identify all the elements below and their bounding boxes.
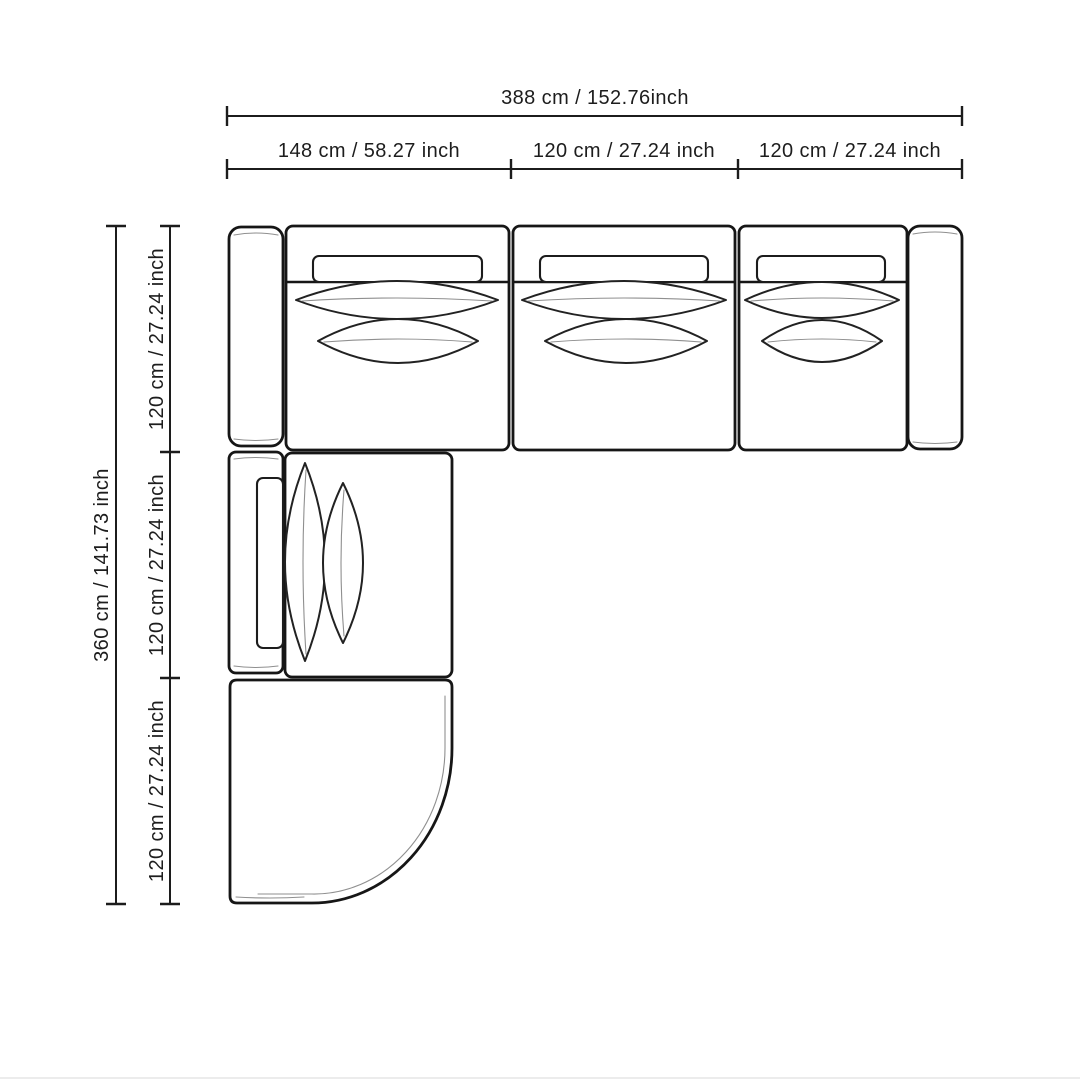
left-armrest xyxy=(229,227,283,446)
side-seat-module xyxy=(229,452,452,677)
top-segment-2-label: 120 cm / 27.24 inch xyxy=(532,140,716,162)
corner-module-outline xyxy=(230,680,452,903)
dimension-left-segments xyxy=(146,226,180,904)
left-segment-1-label: 120 cm / 27.24 inch xyxy=(146,247,168,431)
top-segment-3-label: 120 cm / 27.24 inch xyxy=(758,140,942,162)
left-segment-3-label: 120 cm / 27.24 inch xyxy=(146,699,168,883)
seat-module-1 xyxy=(286,226,509,450)
dimension-total-width xyxy=(227,87,962,126)
dimension-total-height xyxy=(91,226,126,904)
sofa-top-row xyxy=(229,226,962,450)
total-width-label: 388 cm / 152.76inch xyxy=(501,87,689,109)
seat-module-2 xyxy=(513,226,735,450)
seat2-headrest xyxy=(540,256,708,282)
seat-module-3 xyxy=(739,226,907,450)
right-armrest-outline xyxy=(908,226,962,449)
top-segment-1-label: 148 cm / 58.27 inch xyxy=(277,140,461,162)
bottom-edge-line xyxy=(0,1077,1080,1079)
left-armrest-outline xyxy=(229,227,283,446)
left-segment-2-label: 120 cm / 27.24 inch xyxy=(146,473,168,657)
right-armrest xyxy=(908,226,962,449)
seat1-headrest xyxy=(313,256,482,282)
side-headrest xyxy=(257,478,283,648)
total-height-label: 360 cm / 141.73 inch xyxy=(91,468,113,662)
corner-module xyxy=(230,680,452,903)
dimension-top-segments xyxy=(227,140,962,179)
seat3-headrest xyxy=(757,256,885,282)
